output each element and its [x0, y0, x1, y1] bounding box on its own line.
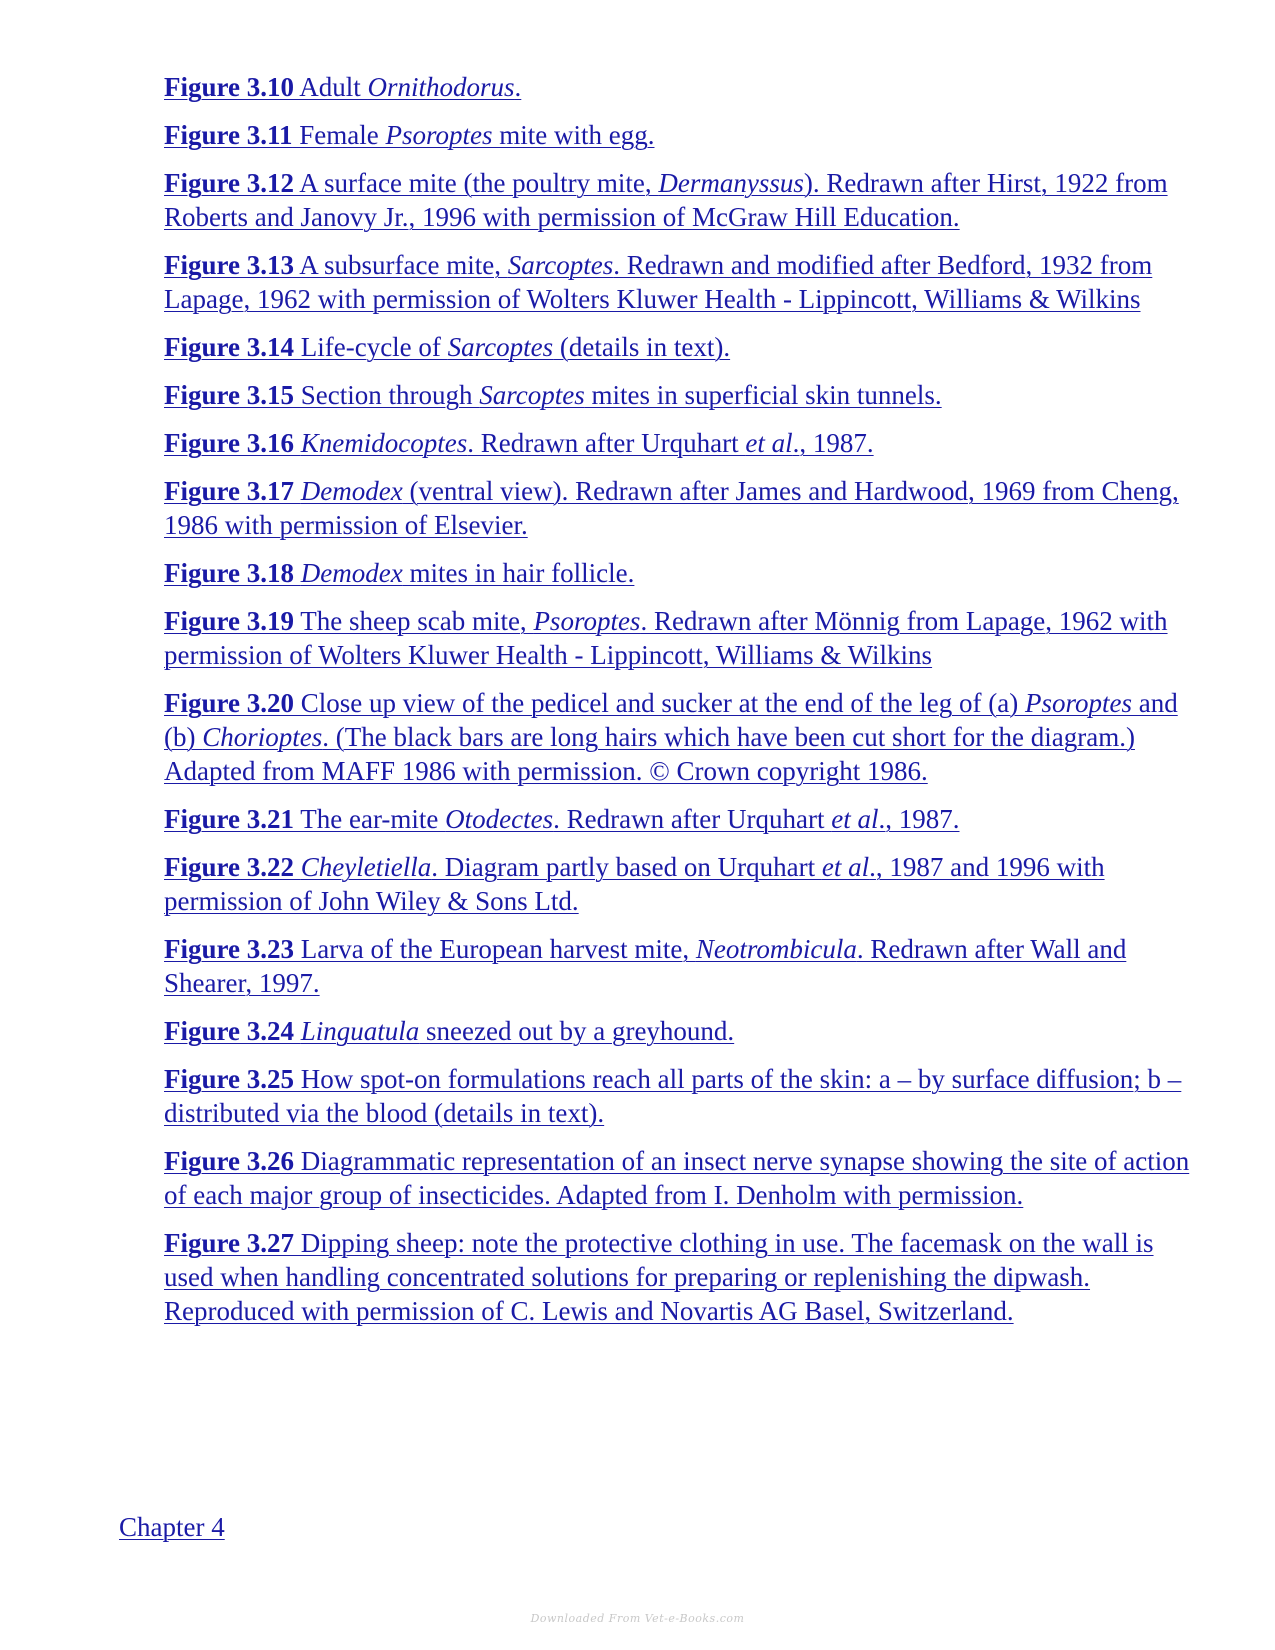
figure-caption-text: and (b) [164, 688, 1178, 752]
figure-caption-text: Close up view of the pedicel and sucker at the end of the leg of (a) [294, 688, 1025, 718]
figure-caption-text: A surface mite (the poultry mite, [294, 168, 659, 198]
figure-caption-text [294, 558, 301, 588]
figure-link[interactable] [164, 606, 1168, 670]
figure-caption-italic: Cheyletiella [300, 852, 432, 882]
figure-entry [164, 248, 1199, 316]
figure-caption-text: ). Redrawn after Hirst, 1922 from Roberts and Janovy Jr., 1996 with permission of McGraw Hill Education. [164, 168, 1168, 232]
figure-caption-text: . Redrawn after Mönnig from Lapage, 1962 with permission of Wolters Kluwer Health - Lippincott, Williams & Wilkins [164, 606, 1168, 670]
figure-entry [164, 1226, 1199, 1328]
figure-caption-text: Larva of the European harvest mite, [294, 934, 696, 964]
figure-caption-text: mite with egg. [492, 120, 655, 150]
figure-caption-text: The sheep scab mite, [294, 606, 534, 636]
figure-caption-italic: et al [821, 852, 870, 882]
figure-entry [164, 1014, 1199, 1048]
figure-link[interactable] [164, 332, 730, 362]
figure-entry [164, 802, 1199, 836]
figure-caption-italic: Ornithodorus [367, 72, 515, 102]
figure-entry [164, 1144, 1199, 1212]
figure-caption-text [294, 476, 301, 506]
figure-caption-text: Life-cycle of [294, 332, 448, 362]
figure-caption-italic: Knemidocoptes [300, 428, 468, 458]
figure-entry [164, 556, 1199, 590]
figure-caption-italic: Sarcoptes [507, 250, 614, 280]
figure-caption-italic: Psoroptes [385, 120, 493, 150]
figure-entry [164, 686, 1199, 788]
figure-caption-italic: et al [745, 428, 793, 458]
figure-label: Figure 3.12 [164, 168, 294, 198]
figure-entry [164, 604, 1199, 672]
figure-link[interactable] [164, 558, 634, 588]
figure-label: Figure 3.14 [164, 332, 294, 362]
figure-entry [164, 330, 1199, 364]
figure-caption-text: ., 1987. [878, 804, 960, 834]
figure-caption-text: . Redrawn after Urquhart [553, 804, 832, 834]
figure-label: Figure 3.18 [164, 558, 294, 588]
figure-caption-text: mites in superficial skin tunnels. [584, 380, 942, 410]
figure-link[interactable] [164, 1146, 1189, 1210]
figure-link[interactable] [164, 250, 1152, 314]
figure-link[interactable] [164, 688, 1178, 786]
figure-caption-italic: Psoroptes [533, 606, 641, 636]
figure-caption-text: ., 1987. [792, 428, 874, 458]
figure-label: Figure 3.20 [164, 688, 294, 718]
figure-caption-text [294, 428, 301, 458]
figure-caption-italic: Sarcoptes [479, 380, 585, 410]
figure-caption-text: ., 1987 and 1996 with permission of John Wiley & Sons Ltd. [164, 852, 1105, 916]
figure-caption-text: Adult [294, 72, 368, 102]
figure-caption-italic: Sarcoptes [447, 332, 554, 362]
figure-entry [164, 932, 1199, 1000]
figure-entry [164, 474, 1199, 542]
figure-caption-text: A subsurface mite, [294, 250, 508, 280]
figure-entry [164, 118, 1199, 152]
chapter-4-link[interactable]: Chapter 4 [119, 1512, 225, 1542]
figure-link[interactable] [164, 852, 1105, 916]
figure-caption-italic: et al [831, 804, 879, 834]
figure-link[interactable] [164, 476, 1179, 540]
figure-caption-italic: Demodex [300, 476, 403, 506]
figure-caption-italic: Psoroptes [1025, 688, 1132, 718]
figure-caption-text: sneezed out by a greyhound. [419, 1016, 735, 1046]
figure-label: Figure 3.25 [164, 1064, 294, 1094]
figure-caption-text: . Redrawn after Urquhart [467, 428, 746, 458]
figure-link[interactable] [164, 1064, 1181, 1128]
figure-caption-text: . (The black bars are long hairs which have been cut short for the diagram.) Adapted from MAFF 1986 with permission. © Crown copyright 1986. [164, 722, 1135, 786]
figure-label: Figure 3.27 [164, 1228, 294, 1258]
figure-caption-text [294, 852, 301, 882]
figure-label: Figure 3.23 [164, 934, 294, 964]
figure-link[interactable] [164, 934, 1126, 998]
figure-list [164, 70, 1199, 1342]
figure-label: Figure 3.13 [164, 250, 294, 280]
figure-label: Figure 3.15 [164, 380, 294, 410]
figure-caption-text: Dipping sheep: note the protective clothing in use. The facemask on the wall is used when handling concentrated solutions for preparing or replenishing the dipwash. Reproduced with permission of C. Lewis and Novartis AG Basel, Switzerland. [164, 1228, 1154, 1326]
figure-caption-text: Diagrammatic representation of an insect nerve synapse showing the site of action of each major group of insecticides. Adapted from I. Denholm with permission. [164, 1146, 1190, 1210]
figure-caption-text: (ventral view). Redrawn after James and Hardwood, 1969 from Cheng, 1986 with permission of Elsevier. [164, 476, 1179, 540]
figure-caption-italic: Otodectes [445, 804, 554, 834]
figure-entry [164, 850, 1199, 918]
figure-caption-text: . Redrawn and modified after Bedford, 1932 from Lapage, 1962 with permission of Wolters Kluwer Health - Lippincott, Williams & Wilkins [164, 250, 1153, 314]
figure-label: Figure 3.21 [164, 804, 294, 834]
figure-caption-text: . Redrawn after Wall and Shearer, 1997. [164, 934, 1127, 998]
figure-label: Figure 3.10 [164, 72, 294, 102]
figure-entry [164, 1062, 1199, 1130]
figure-caption-text: The ear-mite [294, 804, 446, 834]
figure-caption-italic: Demodex [300, 558, 403, 588]
figure-label: Figure 3.19 [164, 606, 294, 636]
figure-entry [164, 70, 1199, 104]
figure-label: Figure 3.26 [164, 1146, 294, 1176]
figure-label: Figure 3.11 [164, 120, 293, 150]
figure-entry [164, 166, 1199, 234]
figure-link[interactable] [164, 1228, 1154, 1326]
figure-label: Figure 3.24 [164, 1016, 294, 1046]
figure-caption-italic: Linguatula [300, 1016, 420, 1046]
figure-caption-text: Female [292, 120, 386, 150]
figure-caption-text: mites in hair follicle. [402, 558, 635, 588]
figure-caption-text: (details in text). [553, 332, 731, 362]
figure-link[interactable] [164, 1016, 734, 1046]
figure-caption-text: . Diagram partly based on Urquhart [431, 852, 822, 882]
figure-caption-text: How spot-on formulations reach all parts of the skin: a – by surface diffusion; b – distributed via the blood (details in text). [164, 1064, 1182, 1128]
figure-caption-italic: Neotrombicula [695, 934, 857, 964]
figure-label: Figure 3.17 [164, 476, 294, 506]
figure-entry [164, 378, 1199, 412]
figure-label: Figure 3.22 [164, 852, 294, 882]
figure-link[interactable] [164, 72, 521, 102]
figure-entry [164, 426, 1199, 460]
figure-caption-text: . [514, 72, 522, 102]
figure-link[interactable] [164, 804, 960, 834]
figure-link[interactable] [164, 120, 654, 150]
figure-label: Figure 3.16 [164, 428, 294, 458]
figure-link[interactable] [164, 428, 874, 458]
figure-caption-text [294, 1016, 301, 1046]
figure-link[interactable] [164, 168, 1168, 232]
figure-caption-text: Section through [294, 380, 480, 410]
download-watermark: Downloaded From Vet-e-Books.com [530, 1612, 745, 1625]
figure-caption-italic: Chorioptes [202, 722, 323, 752]
figure-link[interactable] [164, 380, 942, 410]
figure-caption-italic: Dermanyssus [658, 168, 804, 198]
